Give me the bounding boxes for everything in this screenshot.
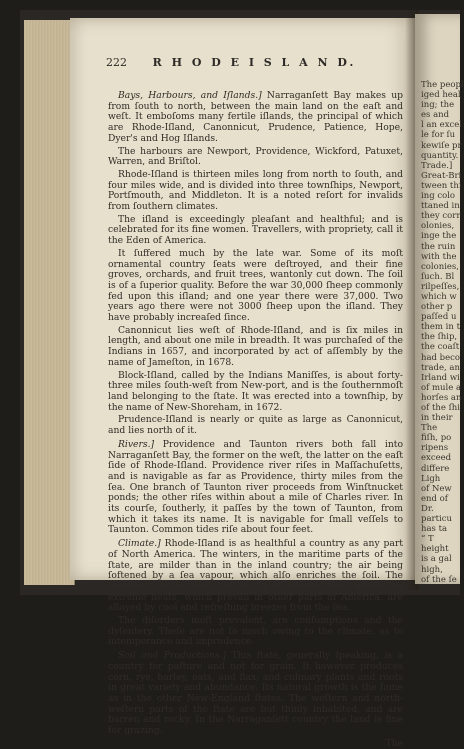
right-page-line: olonies, xyxy=(421,221,455,232)
running-title: R H O D E I S L A N D. xyxy=(152,56,357,69)
right-page-line: end of xyxy=(421,493,448,504)
catchword: The xyxy=(385,737,403,749)
right-page-line: the coaſt xyxy=(421,342,460,353)
right-page-text xyxy=(421,80,464,585)
paragraph-text: Providence and Taunton rivers both fall into Narraganſett Bay, the former on the weſt, the latter on the eaſt ſide of Rhode-Iſland. Providence river riſes in Maſſachuſetts, and is navigable as far as Providence, thirty miles from the ſea. One branch of Taunton river proceeds from Winſtnucket ponds; the other riſes within about a mile of Charles river. In its courſe, ſoutherly, it paſſes by the town of Taunton, from which it takes its name. It is navigable for ſmall veſſels to Taunton. Common tides riſe about four feet. xyxy=(108,438,403,536)
right-page-line: iged heal xyxy=(421,90,461,101)
right-page xyxy=(415,14,464,585)
right-page-line: them in t xyxy=(421,322,460,333)
paragraph xyxy=(108,440,403,536)
right-page-line: Great-Bri xyxy=(421,170,462,181)
right-page-line: ing; the xyxy=(421,100,455,111)
paragraph-text: The iſland is exceedingly pleaſant and healthful; and is celebrated for its fine women. Travellers, with propriety, call it the Eden of America. xyxy=(108,213,403,247)
right-page-line: paſſed u xyxy=(421,312,457,323)
paragraph-text: Narraganſett Bay makes up from ſouth to north, between the main land on the eaſt and weſt. It emboſoms many fertile iſlands, the principal of which are Rhode-Iſland, Canonnicut, Prudence, Patience, Hope, Dyer's and Hog Iſlands. xyxy=(108,90,403,144)
paragraph-text: It ſuffered much by the late war. Some of its moſt ornamental country ſeats were deſtroyed, and their fine groves, orchards, and fruit trees, wantonly cut down. The ſoil is of a ſuperior quality. Before the war 30,000 ſheep commonly fed upon this iſland; and one year there were 37,000. Two years ago there were not 3000 ſheep upon the iſland. They have probably increaſed ſince. xyxy=(108,247,403,324)
paragraph xyxy=(108,616,403,648)
right-page-line: the ſhip, xyxy=(421,332,458,343)
page-number: 222 xyxy=(106,56,127,69)
right-page-line: The peopl xyxy=(421,80,464,90)
right-page-line: Irland wi xyxy=(421,372,460,383)
paragraph-text: The harbours are Newport, Providence, Wickford, Patuxet, Warren, and Briſtol. xyxy=(108,145,403,168)
paragraph-text: Rhode-Iſland is as healthful a country as any part of North America. The winters, in the maritime parts of the ſtate, are milder than in the inland country; the air being ſoftened by a ſea vapour, which alſo enriches the ſoil. The ſummers are delightful, eſpecially on Rhode-Iſland, where the extreme heats, which prevail in other parts of America, are allayed by cool and refreſhing breezes from the ſea. xyxy=(108,538,403,614)
right-page-line: le for ſu xyxy=(421,130,456,141)
right-page-line: horſes an xyxy=(421,392,462,403)
right-page-line: Trade.] xyxy=(421,160,453,171)
paragraph xyxy=(108,91,403,145)
paragraph-text: Rhode-Iſland is thirteen miles long from north to ſouth, and four miles wide, and is divided into three townſhips, Newport, Portſmouth, and Middleton. It is a noted reſort for invalids from ſouthern climates. xyxy=(108,168,403,213)
right-page-line: fiſh, po xyxy=(421,433,452,444)
paragraph xyxy=(108,170,403,213)
right-page-line: with the xyxy=(421,251,457,262)
right-page-line: ripens xyxy=(421,443,449,454)
paragraph xyxy=(108,415,403,436)
right-page-line: es and xyxy=(421,110,450,121)
right-page-line: differe xyxy=(421,463,450,474)
paragraph xyxy=(108,215,403,247)
right-page-line: l an excel xyxy=(421,120,462,131)
paragraph xyxy=(108,651,403,737)
right-page-line: Dr. xyxy=(421,503,434,514)
right-page-line: quantity. xyxy=(421,150,459,161)
right-page-line: of the ſhi xyxy=(421,403,460,413)
page-edges xyxy=(24,20,75,585)
section-heading: Soil and Productions.] xyxy=(118,650,232,662)
right-page-line: exceed xyxy=(421,453,452,464)
right-page-line: high, xyxy=(421,564,443,575)
left-page xyxy=(70,18,415,749)
right-page-line: ttaned in xyxy=(421,201,460,212)
paragraph-text: Prudence-Iſland is nearly or quite as large as Canonnicut, and lies north of it. xyxy=(108,414,403,437)
paragraph xyxy=(108,539,403,614)
paragraph-text: The diſorders moſt prevalent, are conſumptions and the dyſentery. Theſe are not ſo much owing to the climate, as to intemperance and imprudence. xyxy=(108,615,403,648)
paragraph xyxy=(108,147,403,168)
paragraph xyxy=(108,326,403,369)
right-page-line: particu xyxy=(421,514,452,525)
paragraph-text: Block-Iſland, called by the Indians Maniſſes, is about forty-three miles ſouth-weſt from New-port, and is the ſouthernmoſt land belonging to the ſtate. It was erected into a townſhip, by the name of New-Shoreham, in 1672. xyxy=(108,369,403,413)
right-page-line: is a gal xyxy=(421,554,452,565)
paragraph-text: This ſtate, generally ſpeaking, is a country for paſture and not for grain. It however produces corn, rye, barley, oats, and flax, and culinary plants and roots in great variety and abundance. Its natural growth is the ſame as in the other New-England ſtates. The weſtern and north-weſtern parts of the ſtate are but thinly inhabited, and are barren and rocky. In the Narraganſett country the land is fine for grazing. xyxy=(108,650,403,737)
right-page-line: Ligh xyxy=(421,473,441,484)
right-page-line: the ruin xyxy=(421,241,456,252)
section-heading: Bays, Harbours, and Iſlands.] xyxy=(118,90,267,101)
section-heading: Climate.] xyxy=(118,538,165,550)
body-text xyxy=(108,88,403,749)
section-heading: Rivers.] xyxy=(118,438,163,450)
paragraph xyxy=(108,371,403,414)
right-page-line: they corr xyxy=(421,211,461,222)
right-page-line: had beco xyxy=(421,352,461,363)
right-page-line: ing colo xyxy=(421,191,456,202)
right-page-line: rilpeſſes, xyxy=(421,281,460,292)
right-page-line: tween thi xyxy=(421,180,462,191)
right-page-line: of the ſe xyxy=(421,574,457,585)
paragraph-text: Canonnicut lies weſt of Rhode-Iſland, and is ſix miles in length, and about one mile in breadth. It was purchaſed of the Indians in 1657, and incorporated by act of aſſembly by the name of Jameſton, in 1678. xyxy=(108,324,403,368)
right-page-line: of mule a xyxy=(421,382,462,393)
right-page-line: other p xyxy=(421,302,453,313)
right-page-line: has ta xyxy=(421,524,448,535)
right-page-line: height xyxy=(421,544,449,555)
right-page-line: in their xyxy=(421,413,453,424)
right-page-line: trade, an xyxy=(421,362,460,373)
right-page-line: kewiſe pr xyxy=(421,140,462,151)
right-page-line: which w xyxy=(421,291,457,302)
right-page-line: inge the xyxy=(421,231,457,242)
right-page-line: of New xyxy=(421,483,452,494)
right-page-line: “ T xyxy=(421,534,434,545)
paragraph xyxy=(108,249,403,324)
right-page-line: colonies, xyxy=(421,261,460,272)
right-page-line: ſuch. Bl xyxy=(421,271,455,282)
right-page-line: The xyxy=(421,423,438,434)
